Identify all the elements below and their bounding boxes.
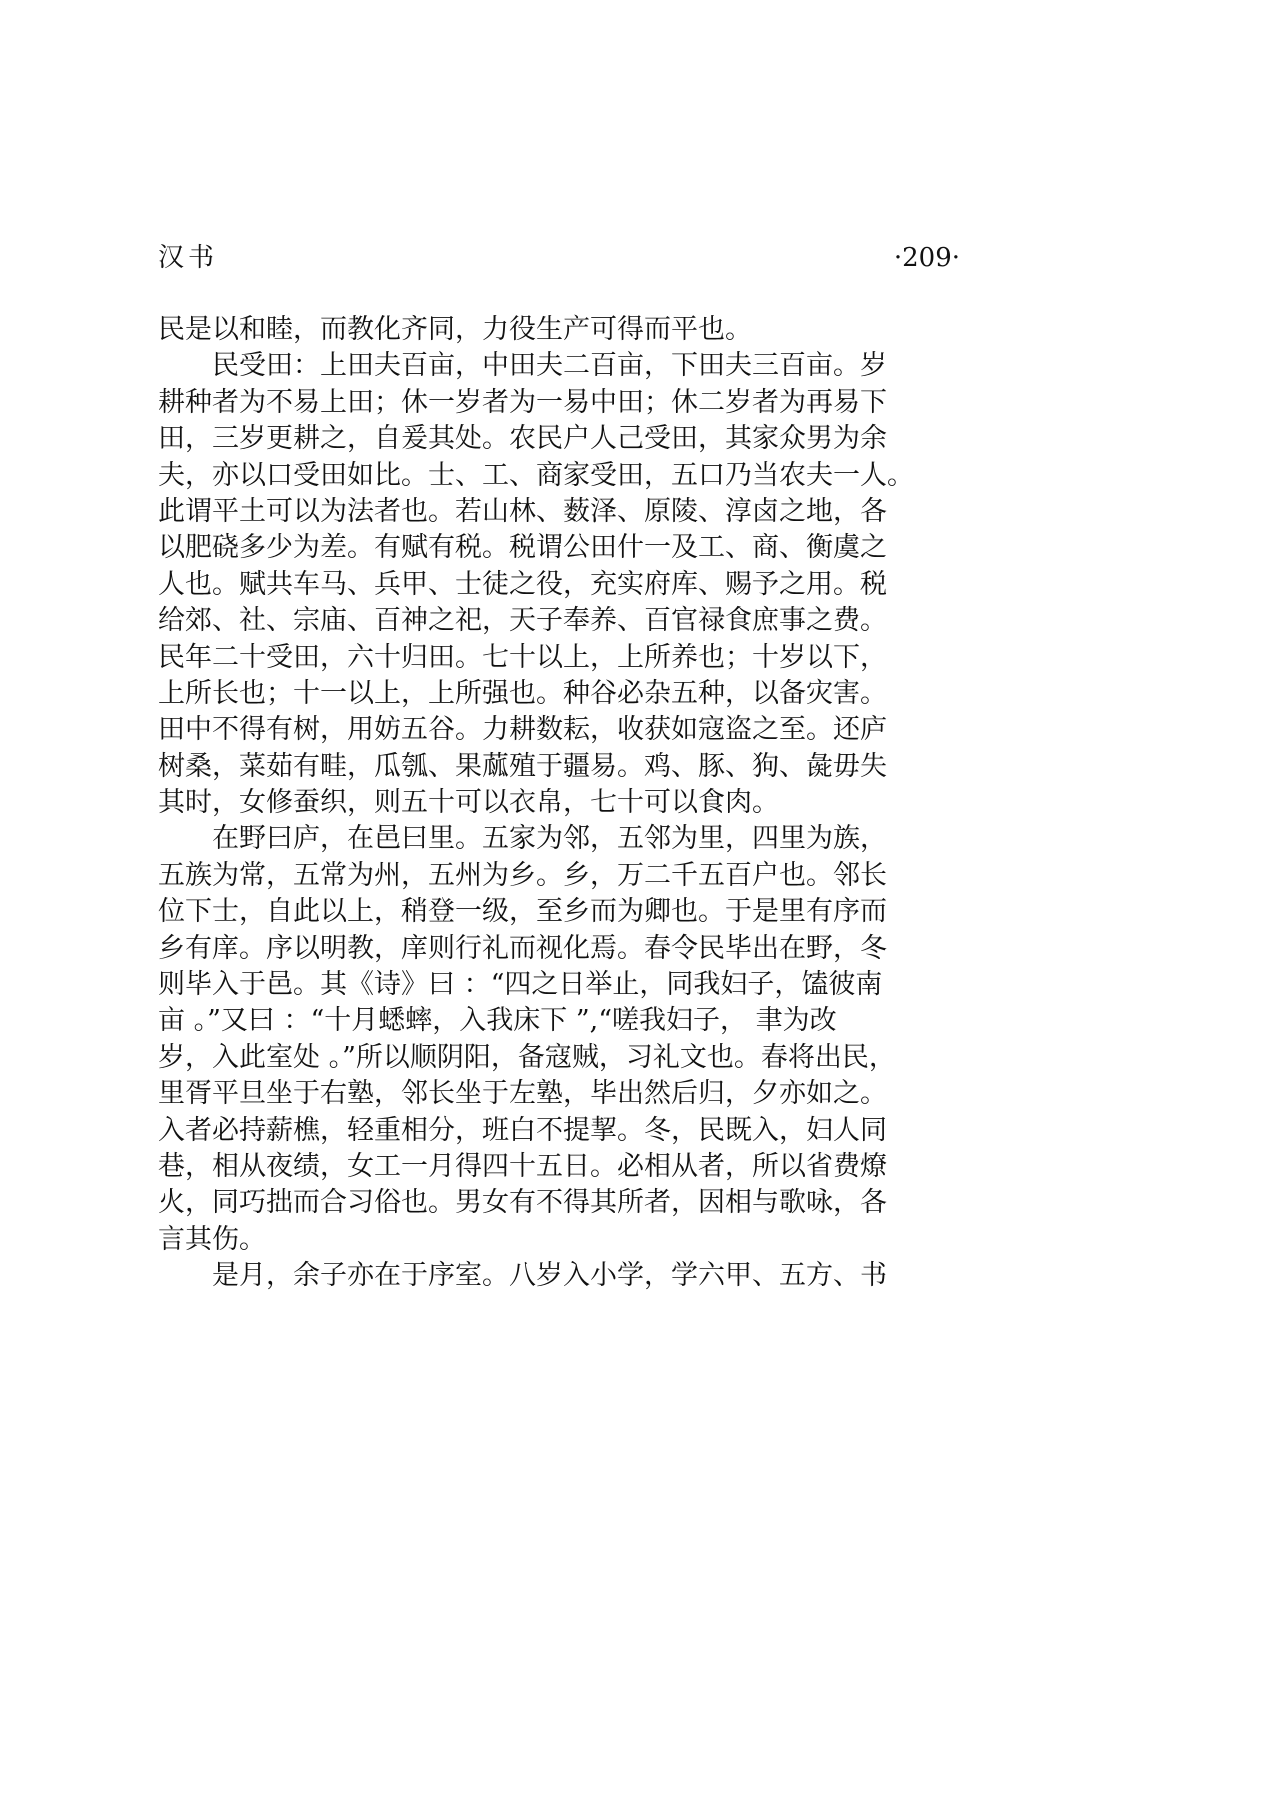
text-line: 岁，入此室处 。”所以顺阴阳，备寇贼，习礼文也。春将出民， xyxy=(158,1041,896,1073)
text-line: 人也。赋共车马、兵甲、士徒之役，充实府库、赐予之用。税 xyxy=(158,568,887,600)
text-line: 夫，亦以口受田如比。士、工、商家受田，五口乃当农夫一人。 xyxy=(158,459,914,491)
text-line: 是月，余子亦在于序室。八岁入小学，学六甲、五方、书 xyxy=(212,1260,887,1292)
text-line: 民是以和睦，而教化齐同，力役生产可得而平也。 xyxy=(158,314,752,345)
text-line: 在野曰庐，在邑曰里。五家为邻，五邻为里，四里为族， xyxy=(212,823,887,855)
text-line: 民年二十受田，六十归田。七十以上，上所养也；十岁以下， xyxy=(158,641,887,673)
text-line: 给郊、社、宗庙、百神之祀，天子奉养、百官禄食庶事之费。 xyxy=(158,605,887,637)
text-line: 其时，女修蚕织，则五十可以衣帛，七十可以食肉。 xyxy=(158,787,779,819)
text-line: 耕种者为不易上田；休一岁者为一易中田；休二岁者为再易下 xyxy=(158,386,887,418)
text-line: 民受田：上田夫百亩，中田夫二百亩，下田夫三百亩。岁 xyxy=(212,350,887,382)
text-line: 树桑，菜茹有畦，瓜瓠、果蓏殖于疆易。鸡、豚、狗、彘毋失 xyxy=(158,750,887,782)
page-number: ·209· xyxy=(893,243,960,273)
text-line: 乡有庠。序以明教，庠则行礼而视化焉。春令民毕出在野，冬 xyxy=(158,932,887,964)
text-body xyxy=(158,312,948,1352)
text-line: 火，同巧拙而合习俗也。男女有不得其所者，因相与歌咏，各 xyxy=(158,1187,887,1219)
text-line: 里胥平旦坐于右塾，邻长坐于左塾，毕出然后归，夕亦如之。 xyxy=(158,1078,887,1110)
text-line: 巷，相从夜绩，女工一月得四十五日。必相从者，所以省费燎 xyxy=(158,1150,887,1182)
book-title: 汉书 xyxy=(158,243,219,273)
text-line: 五族为常，五常为州，五州为乡。乡，万二千五百户也。邻长 xyxy=(158,859,887,891)
text-line: 此谓平土可以为法者也。若山林、薮泽、原陵、淳卤之地，各 xyxy=(158,495,887,527)
text-line: 以肥硗多少为差。有赋有税。税谓公田什一及工、商、衡虞之 xyxy=(158,532,887,564)
text-line: 则毕入于邑。其《诗》曰 ：“四之日举止，同我妇子，馌彼南 xyxy=(158,969,883,1001)
text-line: 田，三岁更耕之，自爰其处。农民户人己受田，其家众男为余 xyxy=(158,423,887,455)
text-line: 亩 。”又曰 ：“十月蟋蟀，入我床下 ”,“嗟我妇子， 聿为改 xyxy=(158,1005,837,1037)
text-line: 入者必持薪樵，轻重相分，班白不提挈。冬，民既入，妇人同 xyxy=(158,1114,887,1146)
text-line: 田中不得有树，用妨五谷。力耕数耘，收获如寇盗之至。还庐 xyxy=(158,714,887,746)
page-header xyxy=(158,238,960,278)
text-line: 上所长也；十一以上，上所强也。种谷必杂五种，以备灾害。 xyxy=(158,677,887,709)
text-line: 位下士，自此以上，稍登一级，至乡而为卿也。于是里有序而 xyxy=(158,896,887,928)
text-line: 言其伤。 xyxy=(158,1223,266,1255)
